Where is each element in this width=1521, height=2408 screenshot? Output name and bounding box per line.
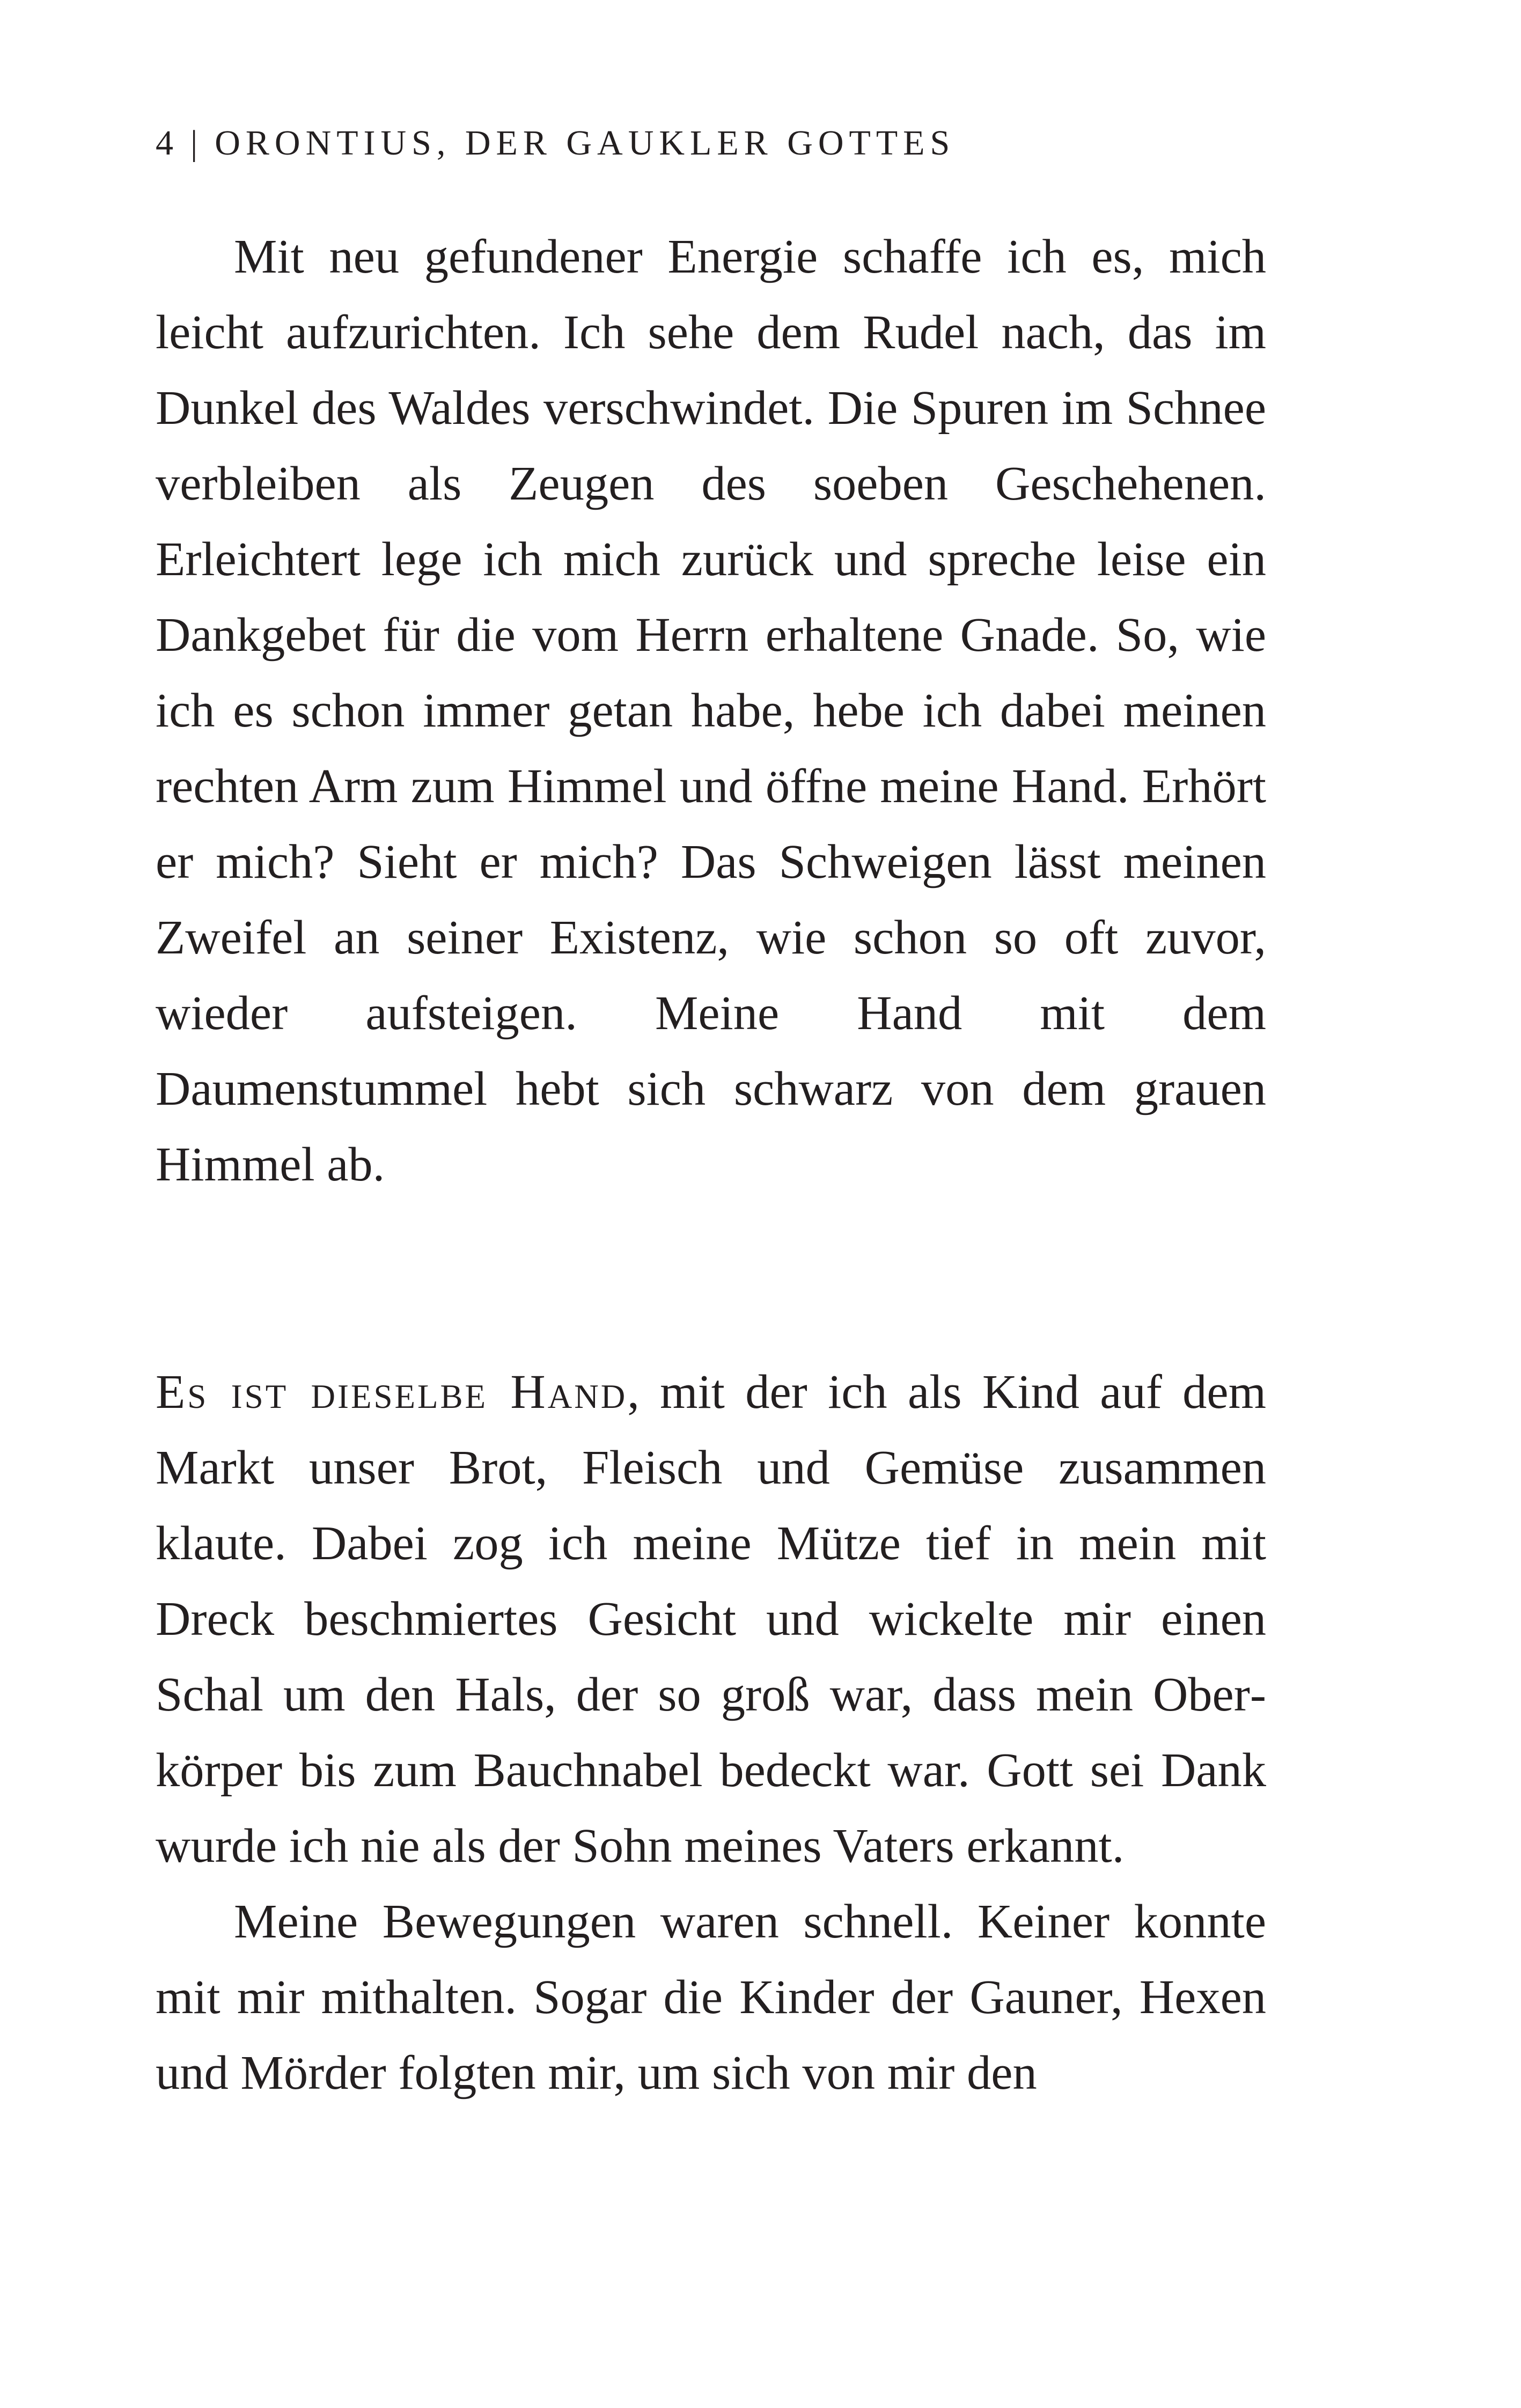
paragraph: Meine Bewegungen waren schnell. Keiner konnte mit mir mithalten. Sogar die Kinder der Gauner, Hexen und Mörder folgten mir, um sich von mir den	[156, 1894, 1266, 2099]
section-lead-in: Es ist dieselbe Hand	[156, 1364, 628, 1419]
header-separator: |	[190, 123, 203, 163]
book-title: ORONTIUS, DER GAUKLER GOTTES	[215, 123, 956, 163]
paragraph-text: , mit der ich als Kind auf dem Markt unser Brot, Fleisch und Gemüse zusammen klaute. Dabei zog ich meine Mütze tief in mein mit Dreck beschmiertes Gesicht und wickelte mir einen Schal um den Hals, der so groß war, dass mein Oberkörper bis zum Bauchnabel bedeckt war. Gott sei Dank wurde ich nie als der Sohn meines Vaters erkannt.	[156, 1364, 1266, 1873]
section-one	[156, 218, 1266, 1202]
paragraph	[156, 1354, 1266, 1883]
section-two	[156, 1354, 1266, 2110]
running-head	[156, 119, 1282, 167]
paragraph: Mit neu gefundener Energie schaffe ich es, mich leicht aufzurichten. Ich sehe dem Rudel nach, das im Dunkel des Waldes verschwindet. Die Spuren im Schnee verbleiben als Zeugen des soeben Geschehenen. Erleichtert lege ich mich zurück und spreche leise ein Dankgebet für die vom Herrn erhaltene Gnade. So, wie ich es schon immer getan habe, hebe ich dabei meinen rechten Arm zum Himmel und öffne meine Hand. Erhört er mich? Sieht er mich? Das Schweigen lässt meinen Zweifel an seiner Existenz, wie schon so oft zuvor, wieder aufsteigen. Meine Hand mit dem Daumenstummel hebt sich schwarz von dem grauen Himmel ab.	[156, 229, 1266, 1191]
page-number: 4	[156, 123, 179, 163]
